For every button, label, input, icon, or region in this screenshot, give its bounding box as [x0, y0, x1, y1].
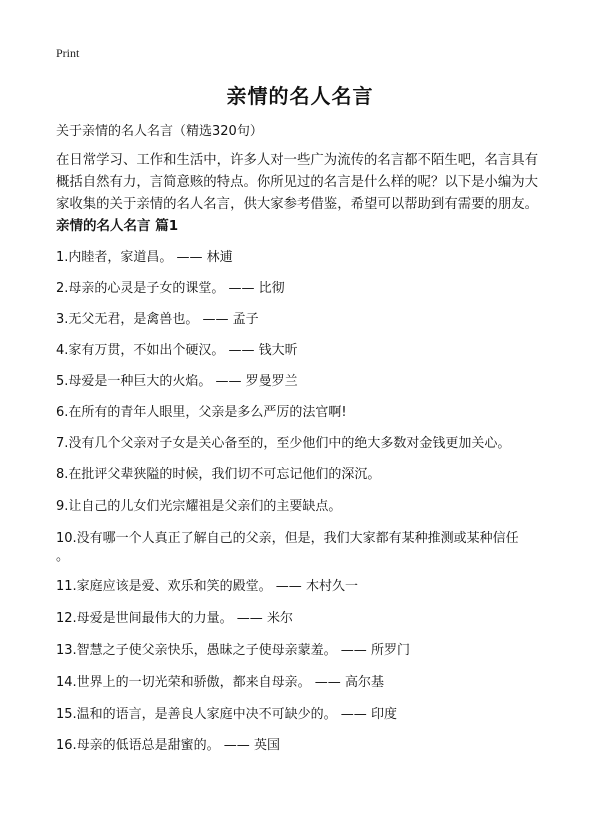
quote-item: 15.温和的语言，是善良人家庭中决不可缺少的。 —— 印度 [56, 707, 397, 722]
quote-item: 2.母亲的心灵是子女的课堂。 —— 比彻 [56, 281, 285, 296]
quote-item: 7.没有几个父亲对子女是关心备至的，至少他们中的绝大多数对金钱更加关心。 [56, 436, 511, 451]
quote-item: 16.母亲的低语总是甜蜜的。 —— 英国 [56, 738, 280, 753]
quote-item: 6.在所有的青年人眼里，父亲是多么严厉的法官啊! [56, 405, 347, 420]
subtitle: 关于亲情的名人名言（精选320句） [56, 124, 263, 139]
quote-item: 8.在批评父辈狭隘的时候，我们切不可忘记他们的深沉。 [56, 467, 381, 482]
quote-item-continuation: 。 [56, 549, 70, 564]
quote-item: 4.家有万贯，不如出个硬汉。 —— 钱大昕 [56, 343, 298, 358]
page-title: 亲情的名人名言 [226, 84, 374, 108]
quote-item: 13.智慧之子使父亲快乐，愚昧之子使母亲蒙羞。 —— 所罗门 [56, 643, 410, 658]
section-heading: 亲情的名人名言 篇1 [56, 218, 179, 234]
quote-item: 12.母爱是世间最伟大的力量。 —— 米尔 [56, 611, 293, 626]
quote-item: 9.让自己的儿女们光宗耀祖是父亲们的主要缺点。 [56, 499, 342, 514]
quote-item: 1.内睦者，家道昌。 —— 林逋 [56, 250, 233, 265]
quote-item: 3.无父无君，是禽兽也。 —— 孟子 [56, 312, 259, 327]
quote-item: 14.世界上的一切光荣和骄傲，都来自母亲。 —— 高尔基 [56, 675, 384, 690]
intro-paragraph: 在日常学习、工作和生活中，许多人对一些广为流传的名言都不陌生吧，名言具有概括自然有力，言简意赅的特点。你所见过的名言是什么样的呢？以下是小编为大家收集的关于亲情的名人名言，供大家参考借鉴，希望可以帮助到有需要的朋友。 [56, 153, 539, 212]
quote-item: 5.母爱是一种巨大的火焰。 —— 罗曼罗兰 [56, 374, 298, 389]
print-label: Print [56, 46, 80, 60]
quote-item: 10.没有哪一个人真正了解自己的父亲，但是，我们大家都有某种推测或某种信任 [56, 531, 519, 546]
quote-item: 11.家庭应该是爱、欢乐和笑的殿堂。 —— 木村久一 [56, 579, 358, 594]
